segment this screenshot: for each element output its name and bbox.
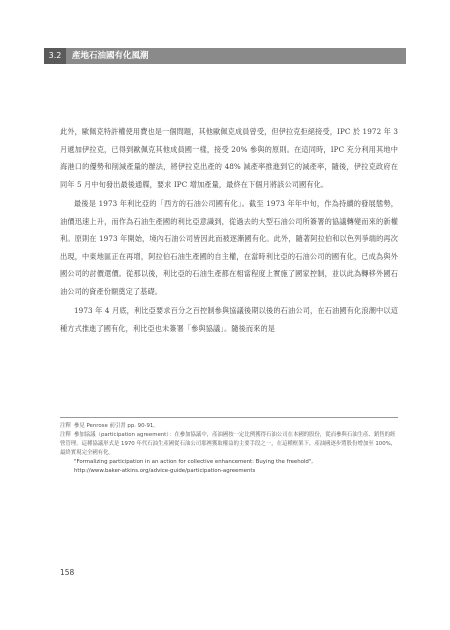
footnote-1-label: 注釋: [60, 423, 71, 429]
footnote-2-text: 參加協議（participation agreement）：在參加協議中，產油國按一定比例獲得石油公司在本國的股份，從而參與石油生產、銷售的經營管理。這種協議形式是 1970 年代石油生產國從石油公司那裡獲取權益的主要手段之一，在這種框架下，產油國逐步將股份增加至 100%，最終實現完全國有化。: [60, 432, 397, 456]
page-number: 158: [60, 568, 75, 577]
paragraph-2: 最後是 1973 年利比亞的「西方的石油公司國有化」。截至 1973 年年中旬，作為持續的發展態勢，油價迅速上升，而作為石油生產國的利比亞意識到，從過去的大型石油公司所簽署的協議轉變而來的新權利。原則在 1973 年開始，境內石油公司皆因此而被逐漸國有化。此外，隨著阿拉伯和以色列爭端的再次出現，中東地區正在再增，阿拉伯石油生產國的自主權，在當時利比亞的石油公司的國有化，已成為與外國公司的討價還價。從那以後，利比亞的石油生產都在相當程度上實施了國家控制，並以此為轉移外國石油公司的資產份額奠定了基礎。: [60, 199, 398, 296]
paragraph-3: 1973 年 4 月底，利比亞要求百分之百控制參與協議後期以後的石油公司，在石油國有化浪潮中以這種方式推進了國有化，利比亞也未簽署「參與協議」。隨後而來的是: [60, 306, 398, 333]
paragraph-1: 此外，歐佩克特許權使用費也是一個問題，其他歐佩克成員曾受，但伊拉克拒絕接受，IPC 於 1972 年 3 月遞加伊拉克，已得到歐佩克其他成員國一樣，接受 20% 參與的原則。在這同時，IPC 充分利用其地中海港口的優勢和削減產量的辦法，將伊拉克出產的 48% 減產率推進到它的減產率，隨後，伊拉克政府在同年 5 月中旬發出最後通牒，要求 IPC 增加產量，最終在下個月將該公司國有化。: [60, 127, 398, 189]
chapter-title: 產地石油國有化風潮: [72, 51, 149, 61]
footnote-2-label: 注釋: [60, 432, 71, 438]
footnote-1: [60, 422, 398, 431]
footnote-1-text: 參見 Penrose 前引書 pp. 90-91。: [74, 423, 159, 429]
footnote-english-1: "Formalizing participation in an action for collective enhancement: Buying the freehold",: [74, 459, 314, 465]
chapter-header: [44, 48, 406, 64]
footnotes-section: [60, 417, 398, 475]
footnote-2: [60, 431, 398, 458]
footnote-english-url: http://www.baker-atkins.org/advice-guide/participation-agreements: [74, 467, 256, 474]
chapter-number: 3.2: [44, 48, 66, 64]
body-text: [60, 123, 398, 337]
